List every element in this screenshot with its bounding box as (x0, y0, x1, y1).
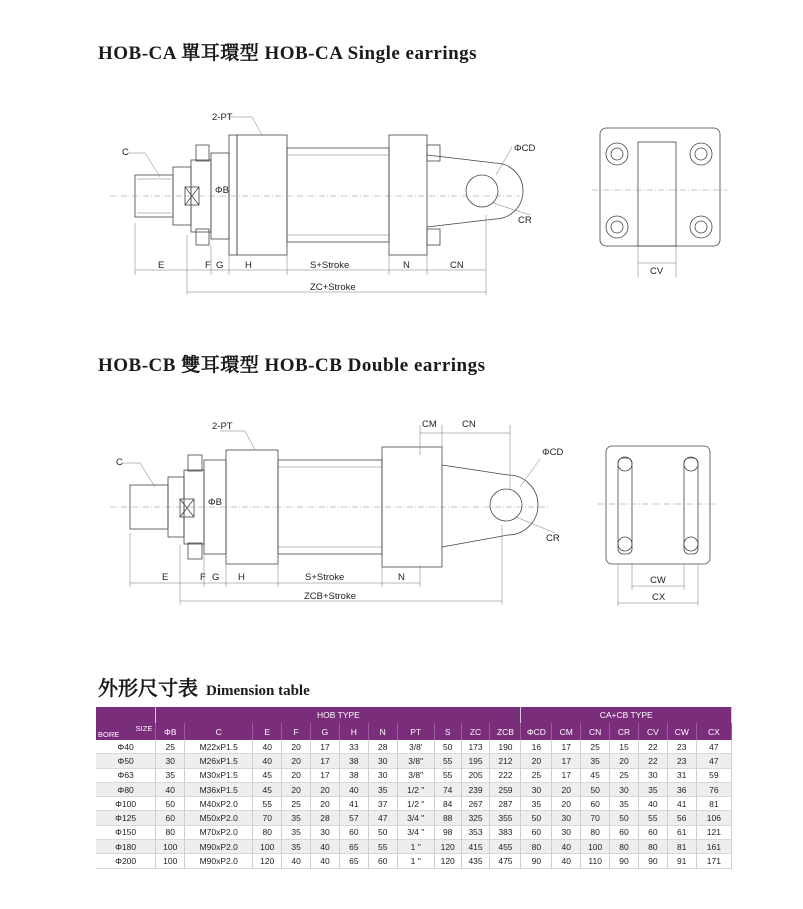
ca-label-g: G (216, 260, 224, 271)
table-cell: M40xP2.0 (185, 797, 253, 811)
table-cell: 80 (638, 840, 667, 854)
table-cell: 15 (610, 740, 639, 754)
table-cell: M70xP2.0 (185, 825, 253, 839)
table-cell: 33 (339, 740, 368, 754)
table-cell: 57 (339, 811, 368, 825)
table-row (96, 782, 732, 796)
table-cell: M22xP1.5 (185, 740, 253, 754)
table-cell: 35 (521, 797, 552, 811)
table-cell: 23 (667, 740, 696, 754)
column-header: CN (581, 723, 610, 740)
ca-label-c: C (122, 147, 129, 158)
ca-section-title: HOB-CA 單耳環型 HOB-CA Single earrings (98, 43, 478, 64)
table-cell: 20 (311, 782, 340, 796)
table-cell: 17 (311, 740, 340, 754)
hob-type-header: HOB TYPE (156, 707, 521, 723)
table-cell: 120 (434, 854, 461, 868)
table-cell: 355 (490, 811, 521, 825)
table-cell: 171 (696, 854, 731, 868)
table-cell: 30 (368, 754, 397, 768)
table-cell: 16 (521, 740, 552, 754)
ca-label-cr: CR (518, 215, 532, 226)
table-cell: 30 (368, 768, 397, 782)
table-cell: 17 (311, 754, 340, 768)
cb-section-title: HOB-CB 雙耳環型 HOB-CB Double earrings (98, 355, 486, 376)
cb-label-cx: CX (652, 592, 666, 603)
table-cell: 40 (339, 782, 368, 796)
table-cell: 30 (552, 811, 581, 825)
table-cell: 40 (311, 854, 340, 868)
table-cell: 50 (521, 811, 552, 825)
table-cell: 80 (521, 840, 552, 854)
table-cell: 100 (581, 840, 610, 854)
table-row (96, 854, 732, 868)
table-cell: 55 (434, 754, 461, 768)
table-cell: 50 (156, 797, 185, 811)
column-header: CX (696, 723, 731, 740)
table-cell: 1 " (397, 854, 434, 868)
column-header: CR (610, 723, 639, 740)
table-cell: 205 (461, 768, 490, 782)
table-cell: 212 (490, 754, 521, 768)
table-cell: 50 (434, 740, 461, 754)
table-row (96, 840, 732, 854)
table-cell: 17 (552, 768, 581, 782)
table-cell: 41 (339, 797, 368, 811)
table-row (96, 811, 732, 825)
table-cell: 31 (667, 768, 696, 782)
table-cell: 60 (521, 825, 552, 839)
table-cell: M90xP2.0 (185, 854, 253, 868)
table-cell: 106 (696, 811, 731, 825)
table-cell: 190 (490, 740, 521, 754)
cb-label-n: N (398, 572, 405, 583)
table-cell: 20 (282, 754, 311, 768)
table-cell: 38 (339, 768, 368, 782)
cb-label-b: ΦB (208, 497, 222, 508)
table-cell: 100 (156, 854, 185, 868)
table-cell: 173 (461, 740, 490, 754)
table-cell: 35 (156, 768, 185, 782)
dimension-table (96, 707, 732, 869)
table-cell: 90 (638, 854, 667, 868)
table-cell: 45 (253, 768, 282, 782)
table-cell: 35 (282, 811, 311, 825)
column-header: H (339, 723, 368, 740)
cb-side-view-drawing (110, 415, 570, 610)
table-cell: 50 (581, 782, 610, 796)
table-cell: 20 (282, 782, 311, 796)
table-cell: 475 (490, 854, 521, 868)
table-cell: M50xP2.0 (185, 811, 253, 825)
bore-cell: Φ100 (96, 797, 156, 811)
table-cell: 22 (638, 740, 667, 754)
table-cell: 30 (521, 782, 552, 796)
table-cell: 45 (581, 768, 610, 782)
cb-label-f: F (200, 572, 206, 583)
table-cell: 121 (696, 825, 731, 839)
column-header: ZCB (490, 723, 521, 740)
table-cell: 80 (581, 825, 610, 839)
table-cell: 90 (521, 854, 552, 868)
table-cell: 28 (311, 811, 340, 825)
table-cell: 20 (311, 797, 340, 811)
table-cell: 50 (610, 811, 639, 825)
cb-label-cr: CR (546, 533, 560, 544)
table-cell: 36 (667, 782, 696, 796)
table-row (96, 797, 732, 811)
table-cell: 30 (552, 825, 581, 839)
cb-label-cd: ΦCD (542, 447, 564, 458)
table-row (96, 825, 732, 839)
table-cell: 55 (253, 797, 282, 811)
table-cell: 100 (253, 840, 282, 854)
table-cell: 3/4 " (397, 825, 434, 839)
ca-label-pt: 2-PT (212, 112, 233, 123)
table-cell: 110 (581, 854, 610, 868)
table-cell: 40 (311, 840, 340, 854)
table-cell: 20 (552, 782, 581, 796)
ca-label-zc: ZC+Stroke (310, 282, 356, 293)
bore-size-header (96, 723, 156, 740)
table-cell: 60 (581, 797, 610, 811)
bore-cell: Φ180 (96, 840, 156, 854)
table-title-chinese: 外形尺寸表 (98, 676, 198, 700)
table-cell: 74 (434, 782, 461, 796)
table-cell: 195 (461, 754, 490, 768)
table-cell: 35 (282, 825, 311, 839)
table-cell: 47 (696, 754, 731, 768)
dimension-table-title (98, 672, 310, 701)
table-cell: 35 (610, 797, 639, 811)
cb-label-s: S+Stroke (305, 572, 345, 583)
table-cell: 383 (490, 825, 521, 839)
table-cell: 40 (552, 840, 581, 854)
table-cell: 35 (368, 782, 397, 796)
cb-label-c: C (116, 457, 123, 468)
ca-label-cd: ΦCD (514, 143, 536, 154)
table-cell: 17 (552, 754, 581, 768)
table-cell: 267 (461, 797, 490, 811)
table-cell: 20 (552, 797, 581, 811)
table-cell: 25 (581, 740, 610, 754)
column-header: CW (667, 723, 696, 740)
table-cell: 70 (253, 811, 282, 825)
table-cell: 120 (434, 840, 461, 854)
column-header: PT (397, 723, 434, 740)
table-cell: 35 (638, 782, 667, 796)
bore-cell: Φ63 (96, 768, 156, 782)
column-header: CM (552, 723, 581, 740)
table-cell: 22 (638, 754, 667, 768)
table-cell: 65 (339, 840, 368, 854)
table-cell: 3/4 " (397, 811, 434, 825)
column-header: F (282, 723, 311, 740)
ca-label-cn: CN (450, 260, 464, 271)
table-cell: 30 (311, 825, 340, 839)
cb-label-zcb: ZCB+Stroke (304, 591, 357, 602)
table-cell: 55 (638, 811, 667, 825)
table-cell: M36xP1.5 (185, 782, 253, 796)
cb-label-g: G (212, 572, 220, 583)
table-cell: 41 (667, 797, 696, 811)
table-cell: 25 (521, 768, 552, 782)
cb-label-h: H (238, 572, 245, 583)
cacb-type-header: CA+CB TYPE (521, 707, 732, 723)
bore-cell: Φ125 (96, 811, 156, 825)
table-cell: 40 (282, 854, 311, 868)
table-cell: 30 (156, 754, 185, 768)
table-cell: 45 (253, 782, 282, 796)
table-cell: 65 (339, 854, 368, 868)
table-cell: M90xP2.0 (185, 840, 253, 854)
table-cell: 17 (311, 768, 340, 782)
ca-label-h: H (245, 260, 252, 271)
table-cell: 56 (667, 811, 696, 825)
table-cell: 59 (696, 768, 731, 782)
ca-label-n: N (403, 260, 410, 271)
table-cell: 1/2 " (397, 782, 434, 796)
table-cell: 37 (368, 797, 397, 811)
ca-label-b: ΦB (215, 185, 229, 196)
table-cell: 23 (667, 754, 696, 768)
table-cell: 80 (253, 825, 282, 839)
table-cell: 222 (490, 768, 521, 782)
bore-cell: Φ80 (96, 782, 156, 796)
table-cell: 40 (253, 754, 282, 768)
table-cell: 40 (156, 782, 185, 796)
table-cell: 259 (490, 782, 521, 796)
table-cell: 47 (696, 740, 731, 754)
table-cell: 25 (282, 797, 311, 811)
table-cell: 20 (521, 754, 552, 768)
cb-end-view-drawing (598, 440, 718, 610)
table-cell: 25 (156, 740, 185, 754)
table-cell: 239 (461, 782, 490, 796)
table-cell: 120 (253, 854, 282, 868)
table-cell: 100 (156, 840, 185, 854)
cb-label-cw: CW (650, 575, 666, 586)
table-cell: 325 (461, 811, 490, 825)
table-cell: 50 (368, 825, 397, 839)
bore-cell: Φ150 (96, 825, 156, 839)
table-cell: 35 (581, 754, 610, 768)
table-cell: 415 (461, 840, 490, 854)
column-header: E (253, 723, 282, 740)
table-cell: 20 (282, 740, 311, 754)
table-cell: 25 (610, 768, 639, 782)
ca-label-f: F (205, 260, 211, 271)
table-cell: 40 (253, 740, 282, 754)
table-cell: 60 (368, 854, 397, 868)
table-cell: 47 (368, 811, 397, 825)
table-cell: 60 (638, 825, 667, 839)
table-row (96, 740, 732, 754)
table-cell: 98 (434, 825, 461, 839)
table-cell: 55 (368, 840, 397, 854)
table-row (96, 754, 732, 768)
table-cell: 84 (434, 797, 461, 811)
table-cell: 81 (667, 840, 696, 854)
column-header: CV (638, 723, 667, 740)
table-cell: 91 (667, 854, 696, 868)
table-title-english: Dimension table (206, 683, 310, 699)
table-cell: 81 (696, 797, 731, 811)
cb-label-cm: CM (422, 419, 437, 430)
table-cell: 70 (581, 811, 610, 825)
column-header: ZC (461, 723, 490, 740)
table-cell: 3/8" (397, 768, 434, 782)
table-cell: 1/2 " (397, 797, 434, 811)
table-cell: 40 (638, 797, 667, 811)
table-cell: 61 (667, 825, 696, 839)
table-cell: 40 (552, 854, 581, 868)
bore-cell: Φ40 (96, 740, 156, 754)
column-header: G (311, 723, 340, 740)
table-cell: 3/8" (397, 754, 434, 768)
table-cell: 88 (434, 811, 461, 825)
table-cell: M26xP1.5 (185, 754, 253, 768)
table-cell: 80 (610, 840, 639, 854)
bore-cell: Φ200 (96, 854, 156, 868)
table-cell: 90 (610, 854, 639, 868)
table-cell: 20 (610, 754, 639, 768)
column-header: S (434, 723, 461, 740)
ca-label-e: E (158, 260, 165, 271)
size-label: SIZE (135, 724, 153, 733)
table-cell: 60 (610, 825, 639, 839)
table-cell: 161 (696, 840, 731, 854)
table-cell: 287 (490, 797, 521, 811)
table-cell: 20 (282, 768, 311, 782)
table-cell: 76 (696, 782, 731, 796)
ca-end-view-drawing (592, 122, 727, 282)
table-cell: 60 (339, 825, 368, 839)
column-header: ΦCD (521, 723, 552, 740)
table-cell: 35 (282, 840, 311, 854)
ca-label-s: S+Stroke (310, 260, 350, 271)
column-header: ΦB (156, 723, 185, 740)
table-cell: 55 (434, 768, 461, 782)
table-row (96, 768, 732, 782)
table-cell: 435 (461, 854, 490, 868)
column-header: N (368, 723, 397, 740)
table-cell: 455 (490, 840, 521, 854)
bore-label: BORE (98, 730, 120, 739)
ca-side-view-drawing (110, 105, 536, 300)
ca-label-cv: CV (650, 266, 664, 277)
column-header: C (185, 723, 253, 740)
table-cell: 60 (156, 811, 185, 825)
cb-label-cn: CN (462, 419, 476, 430)
table-cell: 17 (552, 740, 581, 754)
table-cell: 28 (368, 740, 397, 754)
table-cell: 353 (461, 825, 490, 839)
table-cell: 30 (638, 768, 667, 782)
table-cell: 30 (610, 782, 639, 796)
table-cell: 3/8' (397, 740, 434, 754)
table-cell: M30xP1.5 (185, 768, 253, 782)
cb-label-pt: 2-PT (212, 421, 233, 432)
table-cell: 38 (339, 754, 368, 768)
bore-cell: Φ50 (96, 754, 156, 768)
cb-label-e: E (162, 572, 169, 583)
table-cell: 80 (156, 825, 185, 839)
table-cell: 1 " (397, 840, 434, 854)
